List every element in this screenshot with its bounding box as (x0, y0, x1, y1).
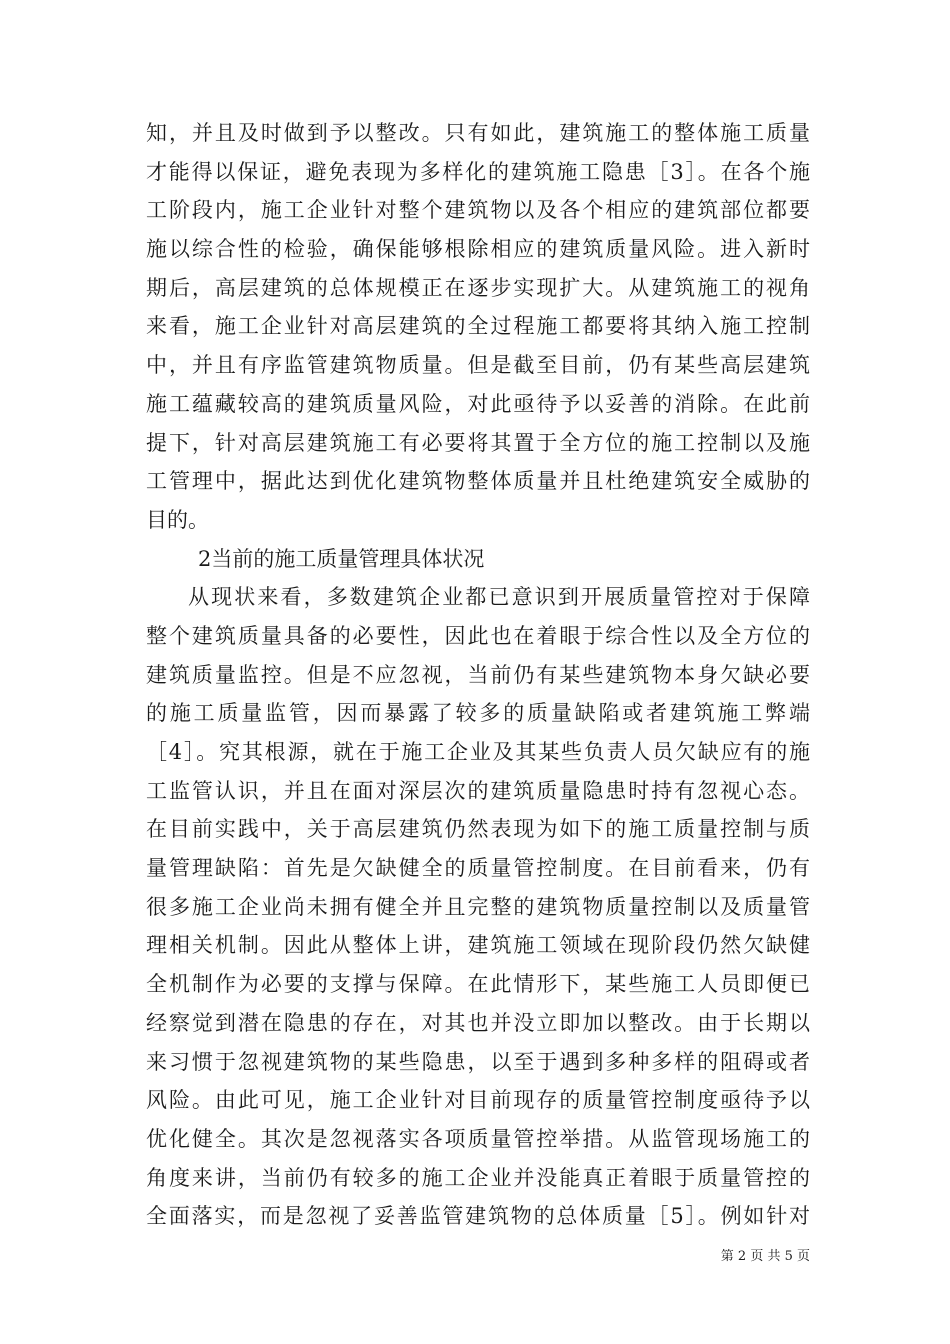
text-line: ［4］。究其根源，就在于施工企业及其某些负责人员欠缺应有的施 (146, 740, 810, 764)
text-line: 经察觉到潜在隐患的存在，对其也并没立即加以整改。由于长期以 (146, 1010, 810, 1035)
text-line: 从现状来看，多数建筑企业都已意识到开展质量管控对于保障 (188, 585, 810, 610)
text-line: 目的。 (146, 507, 209, 532)
text-line: 来习惯于忽视建筑物的某些隐患，以至于遇到多种多样的阻碍或者 (146, 1049, 810, 1074)
text-line: 全机制作为必要的支撑与保障。在此情形下，某些施工人员即便已 (146, 972, 810, 997)
text-line: 工管理中，据此达到优化建筑物整体质量并且杜绝建筑安全威胁的 (146, 469, 810, 494)
body-text (146, 114, 810, 1236)
text-line: 才能得以保证，避免表现为多样化的建筑施工隐患［3］。在各个施 (146, 159, 810, 184)
text-line: 工阶段内，施工企业针对整个建筑物以及各个相应的建筑部位都要 (146, 198, 810, 223)
text-line: 量管理缺陷：首先是欠缺健全的质量管控制度。在目前看来，仍有 (146, 856, 810, 881)
text-line: 理相关机制。因此从整体上讲，建筑施工领域在现阶段仍然欠缺健 (146, 933, 810, 958)
text-line: 知，并且及时做到予以整改。只有如此，建筑施工的整体施工质量 (146, 121, 810, 145)
text-line: 来看，施工企业针对高层建筑的全过程施工都要将其纳入施工控制 (146, 314, 810, 339)
page-number-footer: 第 2 页 共 5 页 (720, 1249, 810, 1264)
text-line: 风险。由此可见，施工企业针对目前现存的质量管控制度亟待予以 (146, 1088, 810, 1113)
text-line: 提下，针对高层建筑施工有必要将其置于全方位的施工控制以及施 (146, 430, 810, 455)
text-line: 整个建筑质量具备的必要性，因此也在着眼于综合性以及全方位的 (146, 623, 810, 648)
text-line: 建筑质量监控。但是不应忽视，当前仍有某些建筑物本身欠缺必要 (146, 662, 810, 687)
text-line: 期后，高层建筑的总体规模正在逐步实现扩大。从建筑施工的视角 (146, 275, 810, 300)
text-line: 工监管认识，并且在面对深层次的建筑质量隐患时持有忽视心态。 (146, 778, 810, 803)
text-line: 很多施工企业尚未拥有健全并且完整的建筑物质量控制以及质量管 (146, 894, 810, 919)
text-line: 在目前实践中，关于高层建筑仍然表现为如下的施工质量控制与质 (146, 817, 810, 842)
text-line: 施工蕴藏较高的建筑质量风险，对此亟待予以妥善的消除。在此前 (146, 391, 810, 416)
text-line: 角度来讲，当前仍有较多的施工企业并没能真正着眼于质量管控的 (146, 1165, 810, 1190)
text-line: 全面落实，而是忽视了妥善监管建筑物的总体质量［5］。例如针对 (146, 1204, 810, 1229)
text-line: 的施工质量监管，因而暴露了较多的质量缺陷或者建筑施工弊端 (146, 701, 810, 726)
text-line: 施以综合性的检验，确保能够根除相应的建筑质量风险。进入新时 (146, 237, 810, 262)
section-heading: 2当前的施工质量管理具体状况 (198, 546, 485, 571)
text-line: 优化健全。其次是忽视落实各项质量管控举措。从监管现场施工的 (146, 1126, 810, 1151)
text-line: 中，并且有序监管建筑物质量。但是截至目前，仍有某些高层建筑 (146, 353, 810, 378)
